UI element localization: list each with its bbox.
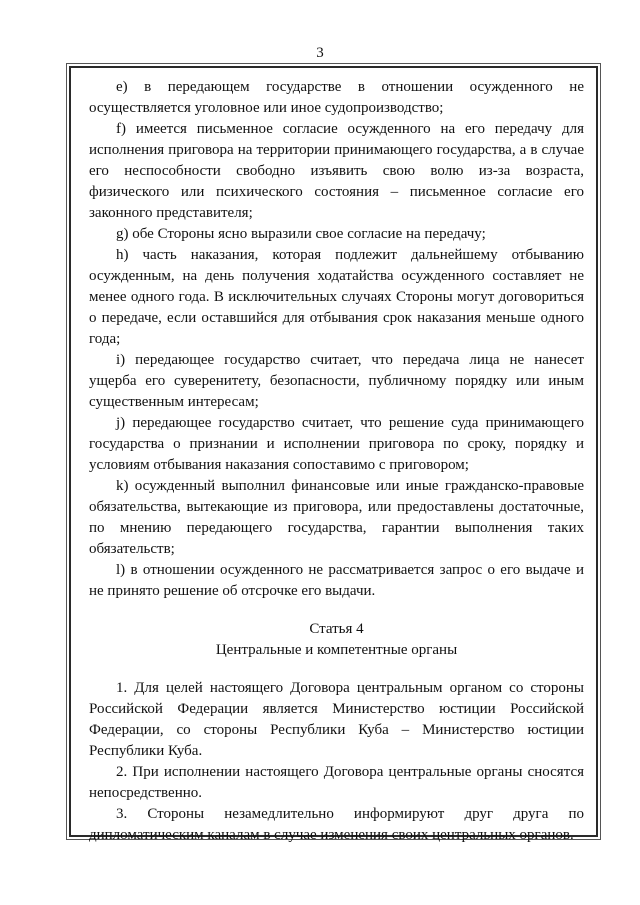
clause-j: j) передающее государство считает, что решение суда принимающего государства о признании и исполнении приговора по сроку, порядку и условиям отбывания наказания сопоставимо с приговором; — [89, 415, 584, 473]
article-paragraph-1: 1. Для целей настоящего Договора центральным органом со стороны Российской Федерации является Министерство юстиции Российской Федерации, со стороны Республики Куба – Министерство юстиции Республики Куба. — [89, 680, 584, 759]
clause-k: k) осужденный выполнил финансовые или иные гражданско-правовые обязательства, вытекающие из приговора, или предоставлены достаточные, по мнению передающего государства, гарантии выполнения таких обязательств; — [89, 478, 584, 557]
article-title: Центральные и компетентные органы — [215, 642, 458, 658]
clause-g: g) обе Стороны ясно выразили свое согласие на передачу; — [116, 226, 486, 242]
article-number: Статья 4 — [309, 621, 364, 637]
document-body — [89, 77, 584, 846]
clause-h: h) часть наказания, которая подлежит дальнейшему отбыванию осужденным, на день получения ходатайства осужденного составляет не менее одного года. В исключительных случаях Стороны могут договориться о передаче, если оставшийся для отбывания срок наказания меньше одного года; — [89, 247, 584, 347]
clause-i: i) передающее государство считает, что передача лица не нанесет ущерба его суверенитету, безопасности, публичному порядку или иным существенным интересам; — [89, 352, 584, 410]
page-number: 3 — [316, 45, 324, 61]
article-paragraph-2: 2. При исполнении настоящего Договора центральные органы сносятся непосредственно. — [89, 764, 584, 801]
article-paragraph-3: 3. Стороны незамедлительно информируют друг друга по дипломатическим каналам в случае изменения своих центральных органов. — [89, 806, 584, 843]
clause-e: e) в передающем государстве в отношении осужденного не осуществляется уголовное или иное судопроизводство; — [89, 79, 584, 116]
clause-f: f) имеется письменное согласие осужденного на его передачу для исполнения приговора на территории принимающего государства, а в случае его неспособности свободно изъявить свою волю из-за возраста, физического или психического состояния – письменное согласие его законного представителя; — [89, 121, 584, 221]
clause-l: l) в отношении осужденного не рассматривается запрос о его выдаче и не принято решение об отсрочке его выдачи. — [89, 562, 584, 599]
